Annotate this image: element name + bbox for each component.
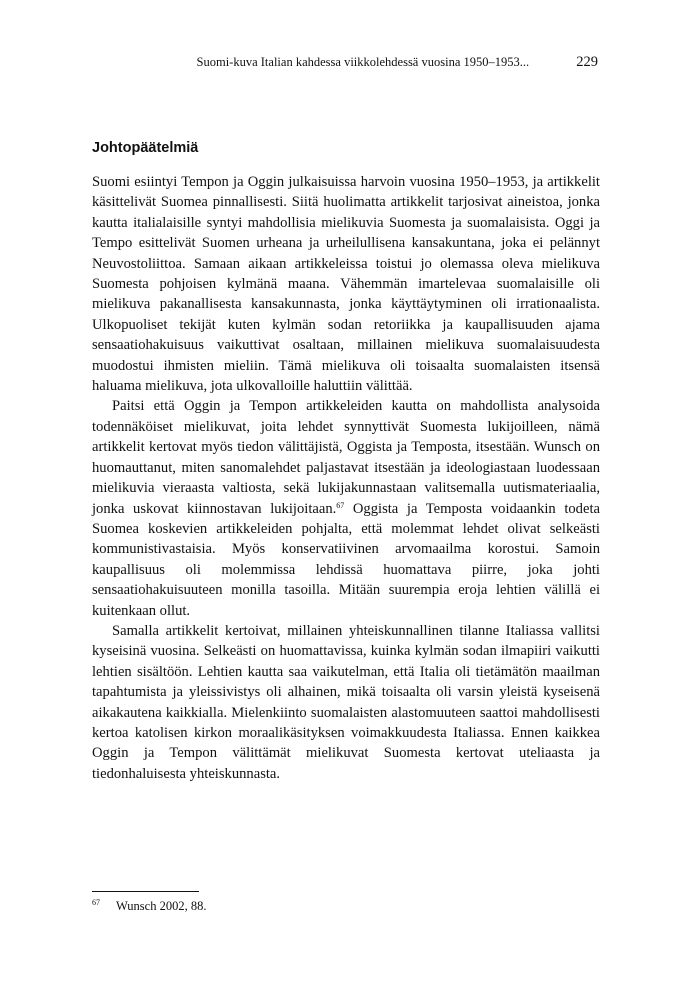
body-text	[92, 172, 600, 784]
running-title: Suomi-kuva Italian kahdessa viikkolehdessä vuosina 1950–1953...	[196, 55, 530, 69]
footnote-number: 67	[92, 898, 100, 907]
page-number: 229	[576, 54, 598, 70]
section-heading: Johtopäätelmiä	[92, 140, 199, 156]
running-header	[0, 54, 598, 71]
paragraph-2-part-1: Paitsi että Oggin ja Tempon artikkeleiden kautta on mahdollista analysoida todennäköiset mielikuvat, joita lehdet synnyttivät Suomesta lukijoilleen, nämä artikkelit kertovat myös tiedon välittäjistä, Oggista ja Temposta, itsestään. Wunsch on huomauttanut, miten sanomalehdet paljastavat itsestään ja ideologiastaan luodessaan mielikuvia vieraasta valtiosta, sekä lukijakunnastaan valitsemalla uutismateriaalia, jonka uskovat kiinnostavan lukijoitaan.	[92, 398, 600, 517]
paragraph-3: Samalla artikkelit kertoivat, millainen yhteiskunnallinen tilanne Italiassa vallitsi kyseisinä vuosina. Selkeästi on huomattavissa, kuinka kylmän sodan ilmapiiri vaikutti lehtien sisältöön. Lehtien kautta saa vaikutelman, että Italia oli tietämätön maailman tapahtumista ja yleissivistys oli alhainen, mikä toisaalta oli varsin yleistä kyseisenä aikakautena kaikkialla. Mielenkiinto suomalaisten alastomuuteen saattoi mahdollisesti kertoa katolisen kirkon moraalikäsityksen voimakkuudesta Italiassa. Ennen kaikkea Oggin ja Tempon välittämät mielikuvat Suomesta kertovat uteliaasta ja tiedonhaluisesta yhteiskunnasta.	[92, 622, 600, 782]
paragraph-2	[92, 396, 600, 620]
footnote-divider	[92, 891, 199, 892]
footnote-reference[interactable]: 67	[336, 500, 345, 510]
paragraph-2-part-2: Oggista ja Temposta voidaankin todeta Suomea koskevien artikkeleiden pohjalta, että molemmat lehdet olivat selkeästi kommunistivastaisia. Myös konservatiivinen arvomaailma korostui. Samoin kaupallisuus oli molemmissa lehdissä huomattava piirre, joka johti sensaatiohakuisuuteen monilla tasoilla. Mitään suurempia eroja lehtien välillä ei kuitenkaan ollut.	[92, 500, 600, 619]
footnote	[92, 898, 206, 914]
paragraph-1: Suomi esiintyi Tempon ja Oggin julkaisuissa harvoin vuosina 1950–1953, ja artikkelit käsittelivät Suomea pinnallisesti. Siitä huolimatta artikkelit tarjosivat aineistoa, jonka kautta italialaisille syntyi mahdollisia mielikuvia Suomesta ja suomalaisista. Oggi ja Tempo esittelivät Suomen urheana ja urheilullisena kansakuntana, joka ei pelännyt Neuvostoliittoa. Samaan aikaan artikkeleissa toistui jo olemassa oleva mielikuva Suomesta pohjoisen kylmänä maana. Vähemmän imartelevaa suomalaisille oli mielikuva pakanallisesta kansakunnasta, jonka käyttäytyminen oli irrationaalista. Ulkopuoliset tekijät kuten kylmän sodan retoriikka ja kaupallisuuden ajama sensaatiohakuisuus vaikuttivat osaltaan, millainen mielikuva suomalaisuudesta muodostui ihmisten mieliin. Tämä mielikuva oli toisaalta suomalaisten itsensä haluama mielikuva, jota ulkovalloille haluttiin välittää.	[92, 174, 600, 395]
footnote-text: Wunsch 2002, 88.	[116, 899, 207, 913]
